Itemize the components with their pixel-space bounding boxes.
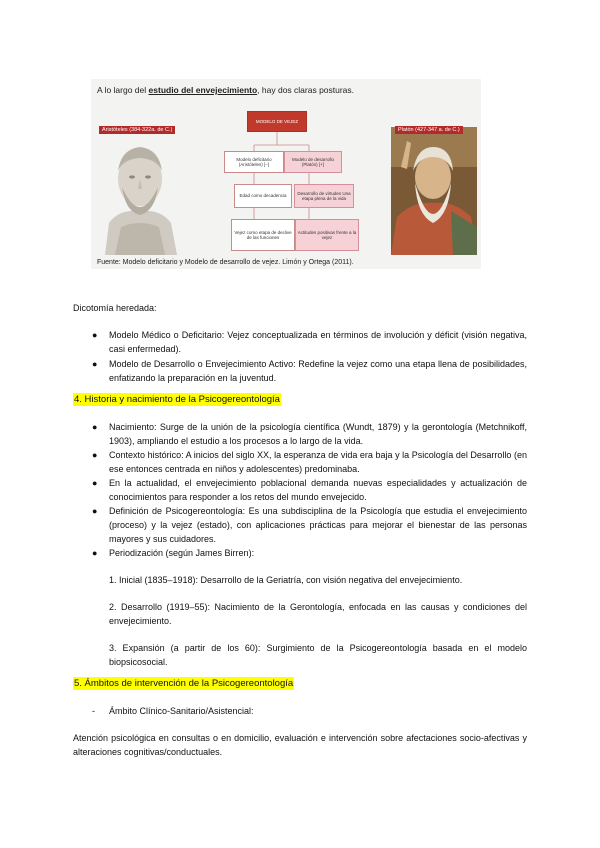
bullet-marker: ● bbox=[92, 548, 98, 558]
box-deficit-model: Modelo deficitario (Aristóteles) [−] bbox=[224, 151, 284, 173]
box-development-model: Modelo de desarrollo (Platón) [+] bbox=[284, 151, 342, 173]
box-decline-functions: Vejez como etapa de declive de las funciones bbox=[231, 219, 295, 251]
bullet-historical-context: Contexto histórico: A inicios del siglo XX, la esperanza de vida era baja y la Psicología del Desarrollo (en ese entonces centrada en niños y adolescentes) predominaba. bbox=[109, 450, 527, 474]
box-decline: Edad como decadencia bbox=[234, 184, 292, 208]
section5-heading: 5. Ámbitos de intervención de la Psicogereontología bbox=[74, 678, 294, 689]
aristotle-label: Aristóteles (384-322a. de C.) bbox=[99, 126, 175, 134]
box-virtues: Desarrollo de virtudes Una etapa plena de la vida bbox=[294, 184, 354, 208]
bullet-periodization: Periodización (según James Birren): bbox=[109, 548, 255, 558]
bullet-definition: Definición de Psicogereontología: Es una subdisciplina de la Psicología que estudia el envejecimiento (proceso) y la vejez (estado), con aplicaciones prácticas para mejorar el bienestar de las personas mayores y sus cuidadores. bbox=[109, 506, 527, 544]
box-positive-attitudes: Actitudes positivas frente a la vejez bbox=[295, 219, 359, 251]
figure-caption: Fuente: Modelo deficitario y Modelo de desarrollo de vejez. Limón y Ortega (2011). bbox=[97, 259, 354, 266]
plato-label: Platón (427-347 a. de C.) bbox=[395, 126, 463, 134]
inherited-dichotomy-label: Dicotomía heredada: bbox=[73, 303, 157, 313]
period-initial: 1. Inicial (1835–1918): Desarrollo de la Geriatría, con visión negativa del envejecimiento. bbox=[109, 575, 463, 585]
clinical-scope-paragraph: Atención psicológica en consultas o en domicilio, evaluación e intervención sobre afectaciones socio-afectivas y alteraciones cognitivas/conductuales. bbox=[73, 733, 527, 757]
bullet-current: En la actualidad, el envejecimiento poblacional demanda nuevas especialidades y actualización de conocimientos para responder a los retos del mundo envejecido. bbox=[109, 478, 527, 502]
box-aging-model: MODELO DE VEJEZ bbox=[247, 111, 307, 132]
bullet-development-model: Modelo de Desarrollo o Envejecimiento Activo: Redefine la vejez como una etapa llena de posibilidades, enfatizando la preparación en la juventud. bbox=[109, 359, 527, 383]
bullet-marker: ● bbox=[92, 422, 98, 432]
bullet-marker: ● bbox=[92, 506, 98, 516]
bullet-birth: Nacimiento: Surge de la unión de la psicología científica (Wundt, 1879) y la gerontología (Metchnikoff, 1903), ampliando el estudio a los procesos a lo largo de la vida. bbox=[109, 422, 527, 446]
bullet-marker: ● bbox=[92, 450, 98, 460]
period-expansion: 3. Expansión (a partir de los 60): Surgimiento de la Psicogereontología basada en el modelo biopsicosocial. bbox=[109, 643, 527, 667]
bullet-marker: ● bbox=[92, 478, 98, 488]
dash-marker: - bbox=[92, 706, 95, 716]
bullet-marker: ● bbox=[92, 359, 98, 369]
bullet-medical-model: Modelo Médico o Deficitario: Vejez conceptualizada en términos de involución y déficit (visión negativa, casi enfermedad). bbox=[109, 330, 527, 354]
clinical-scope-item: Ámbito Clínico-Sanitario/Asistencial: bbox=[109, 706, 254, 716]
period-development: 2. Desarrollo (1919–55): Nacimiento de la Gerontología, enfocada en las causas y condiciones del envejecimiento. bbox=[109, 602, 527, 626]
section4-heading: 4. Historia y nacimiento de la Psicogereontología bbox=[74, 394, 280, 405]
figure-aging-models bbox=[91, 79, 481, 269]
bullet-marker: ● bbox=[92, 330, 98, 340]
figure-intro: A lo largo del estudio del envejecimiento, hay dos claras posturas. bbox=[97, 85, 355, 95]
